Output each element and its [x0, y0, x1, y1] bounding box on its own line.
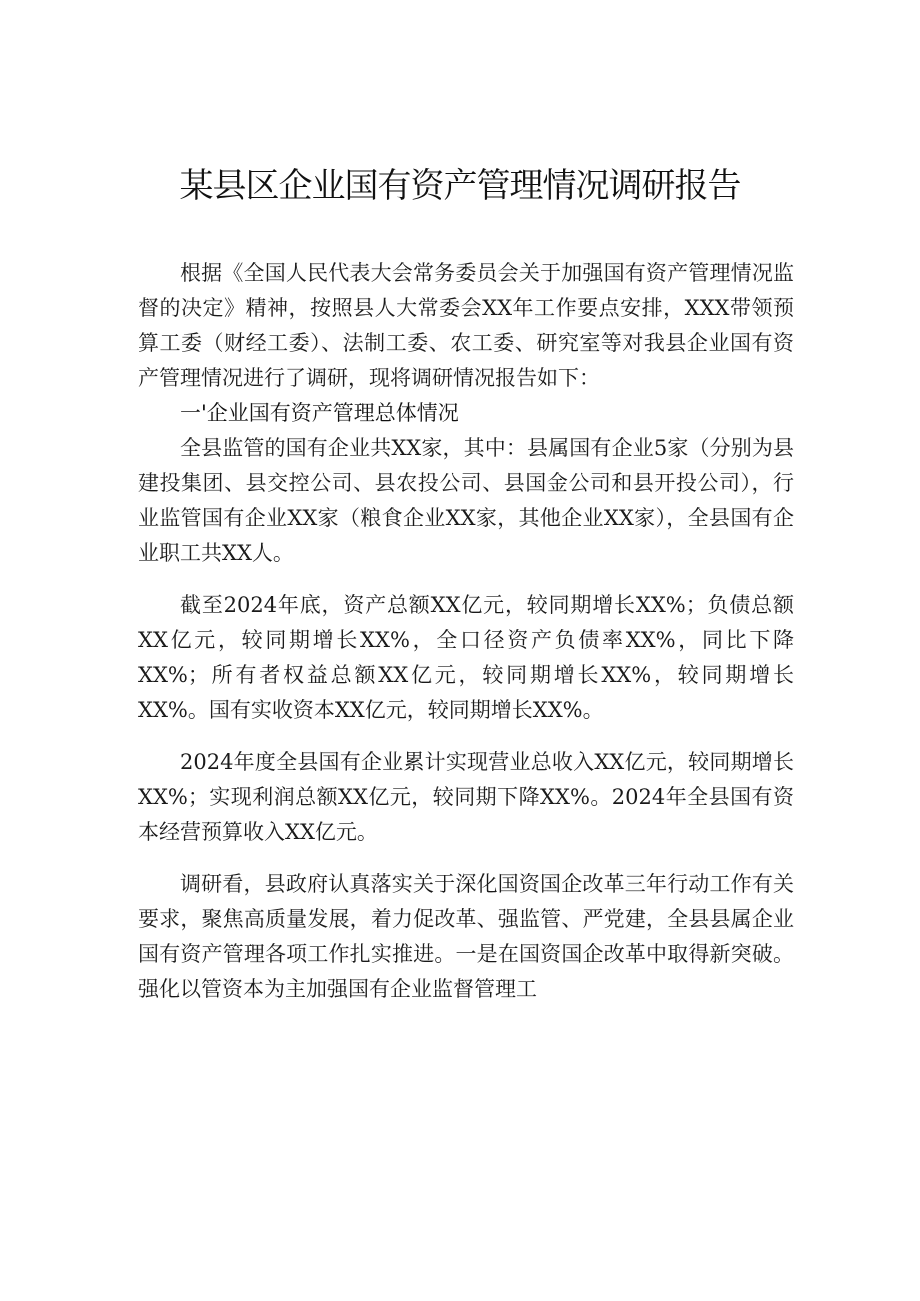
enterprise-count-paragraph: 全县监管的国有企业共XX家，其中：县属国有企业5家（分别为县建投集团、县交控公司、县农投公司、县国金公司和县开投公司），行业监管国有企业XX家（粮食企业XX家，其他企业XX家），全县国有企业职工共XX人。: [138, 436, 794, 565]
section-heading: 一'企业国有资产管理总体情况: [180, 401, 459, 425]
document-body: [138, 256, 794, 1024]
research-findings-paragraph: 调研看，县政府认真落实关于深化国资国企改革三年行动工作有关要求，聚焦高质量发展，着力促改革、强监管、严党建，全县县属企业国有资产管理各项工作扎实推进。一是在国资国企改革中取得新突破。强化以管资本为主加强国有企业监督管理工: [138, 872, 794, 1001]
intro-paragraph: 根据《全国人民代表大会常务委员会关于加强国有资产管理情况监督的决定》精神，按照县人大常委会XX年工作要点安排，XXX带领预算工委（财经工委）、法制工委、农工委、研究室等对我县企业国有资产管理情况进行了调研，现将调研情况报告如下：: [138, 261, 794, 390]
document-title: 某县区企业国有资产管理情况调研报告: [179, 166, 741, 206]
revenue-paragraph: 2024年度全县国有企业累计实现营业总收入XX亿元，较同期增长XX%；实现利润总额XX亿元，较同期下降XX%。2024年全县国有资本经营预算收入XX亿元。: [138, 750, 794, 844]
asset-figures-paragraph: 截至2024年底，资产总额XX亿元，较同期增长XX%；负债总额XX亿元，较同期增长XX%，全口径资产负债率XX%，同比下降XX%；所有者权益总额XX亿元，较同期增长XX%，较同期增长XX%。国有实收资本XX亿元，较同期增长XX%。: [138, 593, 794, 722]
